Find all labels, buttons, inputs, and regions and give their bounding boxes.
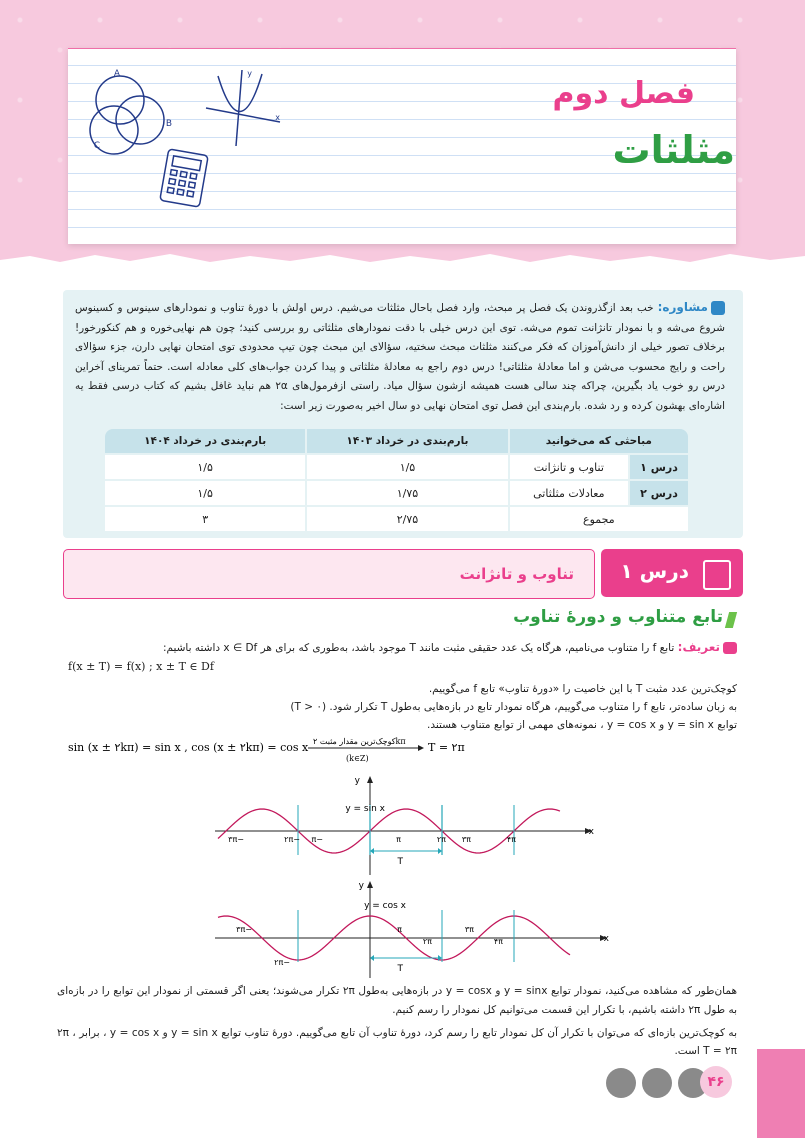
table-cell-total-1404: ۳ [105,507,305,531]
lesson-name-box [63,549,595,599]
score-table-header-row [105,429,688,453]
table-cell-total-label: مجموع [510,507,688,531]
arrow-icon [418,745,424,751]
body-paragraph-4: همان‌طور که مشاهده می‌کنید، نمودار توابع y = sinx و y = cosx در بازه‌هایی به‌طول ۲π تکرار می‌شوند؛ یعنی اگر قسمتی از نمودار این توابع را در بازه‌ای به طول ۲π داشته باشیم، با تکرار این قسمت می‌توانیم کل نمودار را رسم کنیم. [57,985,737,1016]
footer-dot [606,1068,636,1098]
advice-label: مشاوره: [657,300,708,314]
tick-label: −۲π [274,958,290,967]
cosine-period-label: T [397,964,403,974]
definition-icon [723,642,737,654]
body-paragraph-2: به زبان ساده‌تر، تابع f را متناوب می‌گوییم، هرگاه نمودار تابع در بازه‌هایی به‌طول T تکرار شود. (T > ۰) [290,701,737,713]
tick-label: −۳π [236,925,252,934]
arrow-bottom-text: (k∈Z) [346,754,369,763]
torn-paper-edge [0,248,805,278]
lesson-name: تناوب و تانژانت [459,565,574,583]
tick-label: π [397,925,402,934]
side-tab [757,1049,805,1138]
tick-label: ۳π [464,925,474,934]
tick-label: ۳π [461,835,471,844]
lesson-tag [601,549,743,597]
chapter-label: فصل دوم [552,76,695,111]
venn-label-b: B [165,119,172,129]
table-header-1404: بارم‌بندی در خرداد ۱۴۰۴ [105,429,305,453]
venn-label-c: C [93,141,100,151]
sine-label: y = sin x [345,804,385,814]
sine-graph [0,775,805,880]
venn-diagram-icon [90,76,164,154]
body-paragraph-3: توابع y = sin x و y = cos x ، نمونه‌های مهمی از توابع متناوب هستند. [427,719,737,731]
definition-formula: f(x ± T) = f(x) ; x ± T ∈ Df [68,660,214,673]
calculator-icon [160,149,208,207]
table-cell-1404: ۱/۵ [105,481,305,505]
arrow-result-text: T = ۲π [428,741,465,754]
table-cell-1403: ۱/۵ [307,455,507,479]
table-cell-topic: تناوب و تانژانت [510,455,628,479]
notebook-icon [703,560,731,590]
table-cell-total-1403: ۲/۷۵ [307,507,507,531]
tick-label: −۳π [228,835,244,844]
table-header-topics: مباحثی که می‌خوانید [510,429,688,453]
table-row-total [105,507,688,531]
tick-label: ۲π [422,937,432,946]
tick-label: ۲π [436,835,446,844]
table-cell-1404: ۱/۵ [105,455,305,479]
lesson-number: درس ۱ [620,559,689,583]
chapter-title: مثلثات [612,128,735,172]
y-arrow-icon [367,776,373,783]
section-mark-icon [725,612,737,628]
svg-text:y: y [358,881,364,891]
definition-label: تعریف: [677,640,720,654]
table-cell-lesson: درس ۲ [630,481,688,505]
table-header-1403: بارم‌بندی در خرداد ۱۴۰۳ [307,429,507,453]
advice-paragraph [75,298,725,416]
lesson-banner [63,549,743,599]
footer-dot [642,1068,672,1098]
tick-label: −π [311,835,323,844]
axes-sketch-icon [206,70,280,146]
svg-text:y: y [354,776,360,786]
tick-label: −۲π [284,835,300,844]
definition-text: تابع f را متناوب می‌نامیم، هرگاه یک عدد حقیقی مثبت مانند T موجود باشد، به‌طوری که برای هر x ∈ Df داشته باشیم: [162,642,675,654]
page-number: ۴۶ [700,1066,732,1098]
score-table [103,427,690,533]
svg-text:x: x [275,113,280,122]
tick-label: π [396,835,401,844]
table-row [105,481,688,505]
venn-label-a: A [113,69,120,79]
advice-text: خب بعد ازگذروندن یک فصل پر مبحث، وارد فصل باحال مثلثات می‌شیم. درس اولش با دورهٔ تناوب و نمودارهای سینوس و کسینوس شروع می‌شه و با نمودار تانژانت تموم می‌شه. توی این درس خیلی با دقت نمودارهای مثلثاتی رو بررسی کنید؛ چون هم نهایی‌خوره و هم کنکورخور! برخلاف تصور خیلی از دانش‌آموزان که فکر می‌کنند مثلثات مبحث سختیه، سؤالای این مبحث چون تیپ محدودی توی امتحان نهایی دارن، جزء سؤالای راحت و رایج محسوب می‌شن و اما معادلهٔ مثلثاتی! درس دوم راجع به معادلهٔ مثلثاتی و پیدا کردن جواب‌های کلی معادله است. حتماً تمرینای آخراین درس رو خوب یاد بگیرین، چراکه چند سالی هست همیشه ازشون سؤال میاد. راستی ازفرمول‌های ۲α هم نباید غافل بشیم که کتاب درسی فقط یه اشاره‌ای بهشون کرده و رد شده. بارم‌بندی این فصل توی امتحان نهایی دو سال اخیر به‌صورت زیر است: [75,302,725,412]
cosine-label: y = cos x [364,901,406,911]
periodic-formula [68,735,488,765]
y-arrow-icon [367,881,373,888]
arrow-top-text: کوچک‌ترین مقدار مثبت ۲kπ [313,737,406,746]
advice-person-icon [711,301,725,315]
body-paragraph-1: کوچک‌ترین عدد مثبت T با این خاصیت را «دورهٔ تناوب» تابع f می‌گوییم. [428,683,737,695]
periodic-formula-text: sin (x ± ۲kπ) = sin x , cos (x ± ۲kπ) = cos x [68,741,309,754]
svg-text:x: x [588,827,594,837]
tick-label: ۴π [506,835,516,844]
sine-period-label: T [397,857,403,867]
table-row [105,455,688,479]
tick-label: ۴π [493,937,503,946]
cosine-graph [0,880,805,980]
section-heading: تابع متناوب و دورهٔ تناوب [513,607,723,627]
body-paragraph-5: به کوچک‌ترین بازه‌ای که می‌توان با تکرار آن کل نمودار تابع را رسم کرد، دورهٔ تناوب آن تابع می‌گوییم. دورهٔ تناوب توابع y = sin x و y = cos x ، برابر ۲π ، T = ۲π است. [57,1027,737,1057]
definition-paragraph [57,638,737,657]
table-cell-topic: معادلات مثلثاتی [510,481,628,505]
table-cell-lesson: درس ۱ [630,455,688,479]
table-cell-1403: ۱/۷۵ [307,481,507,505]
svg-text:x: x [603,934,609,944]
svg-text:y: y [247,69,252,78]
